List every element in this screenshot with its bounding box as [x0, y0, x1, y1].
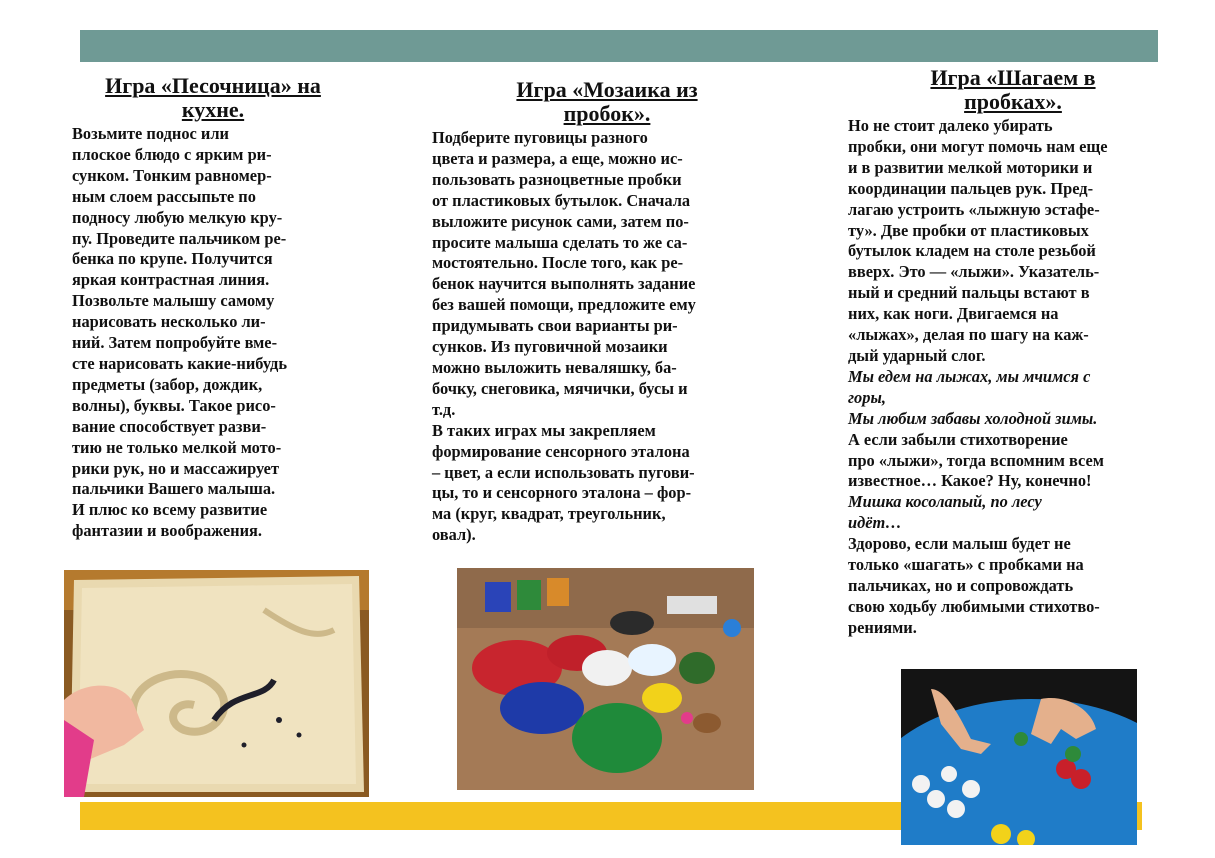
hands-stepping-caps-photo	[901, 669, 1137, 845]
mosaic-game-text-2: В таких играх мы закрепляем формирование сенсорного эталона – цвет, а если использовать пугови- цы, то и сенсорного эталона – фор- ма (круг, квадрат, треугольник, овал).	[432, 420, 695, 545]
stepping-game-poem-1: Мы едем на лыжах, мы мчимся с горы, Мы любим забавы холодной зимы.	[848, 366, 1098, 428]
stepping-game-text-3: Здорово, если малыш будет не только «шагать» с пробками на пальчиках, но и сопровождать свою ходьбу любимыми стихотво- рениями.	[848, 534, 1100, 637]
top-decor-bar	[80, 30, 1158, 62]
column-stepping-game	[848, 66, 1178, 639]
sandbox-game-title: Игра «Песочница» на кухне.	[105, 73, 321, 122]
mosaic-game-title: Игра «Мозаика из пробок».	[516, 77, 698, 126]
stepping-game-poem-2: Мишка косолапый, по лесу идёт…	[848, 492, 1042, 533]
sandbox-photo	[64, 570, 369, 797]
sandbox-game-text: Возьмите поднос или плоское блюдо с ярким ри- сунком. Тонким равномер- ным слоем рассыпьте по подносу любую мелкую кру- пу. Проведите пальчиком ре- бенка по крупе. Получится яркая контрастная линия. Позвольте малышу самому нарисовать несколько ли- ний. Затем попробуйте вме- сте нарисовать какие-нибудь предметы (забор, дождик, волны), буквы. Такое рисо- вание способствует разви- тию не только мелкой мото- рики рук, но и массажирует пальчики Вашего малыша. И плюс ко всему развитие фантазии и воображения.	[72, 124, 287, 541]
stepping-game-text-1: Но не стоит далеко убирать пробки, они могут помочь нам еще и в развитии мелкой моторики и координации пальцев рук. Пред- лагаю устроить «лыжную эстафе- ту». Две пробки от пластиковых бутылок кладем на столе резьбой вверх. Это — «лыжи». Указатель- ный и средний пальцы встают в них, как ноги. Двигаемся на «лыжах», делая по шагу на каж- дый ударный слог.	[848, 116, 1108, 365]
stepping-game-title: Игра «Шагаем в пробках».	[930, 65, 1096, 114]
mosaic-game-text-1: Подберите пуговицы разного цвета и размера, а еще, можно ис- пользовать разноцветные пробки от пластиковых бутылок. Сначала выложите рисунок сами, затем по- просите малыша сделать то же са- мостоятельно. После того, как ре- бенок научится выполнять задание без вашей помощи, предложите ему придумывать свои варианты ри- сунков. Из пуговичной мозаики можно выложить неваляшку, ба- бочку, снеговика, мячички, бусы и т.д.	[432, 128, 696, 419]
stepping-game-text-2: А если забыли стихотворение про «лыжи», тогда вспомним всем известное… Какое? Ну, конечно!	[848, 429, 1104, 491]
column-mosaic-game	[432, 78, 782, 546]
column-sandbox-game	[72, 74, 354, 542]
bottle-caps-mosaic-photo	[457, 568, 754, 790]
